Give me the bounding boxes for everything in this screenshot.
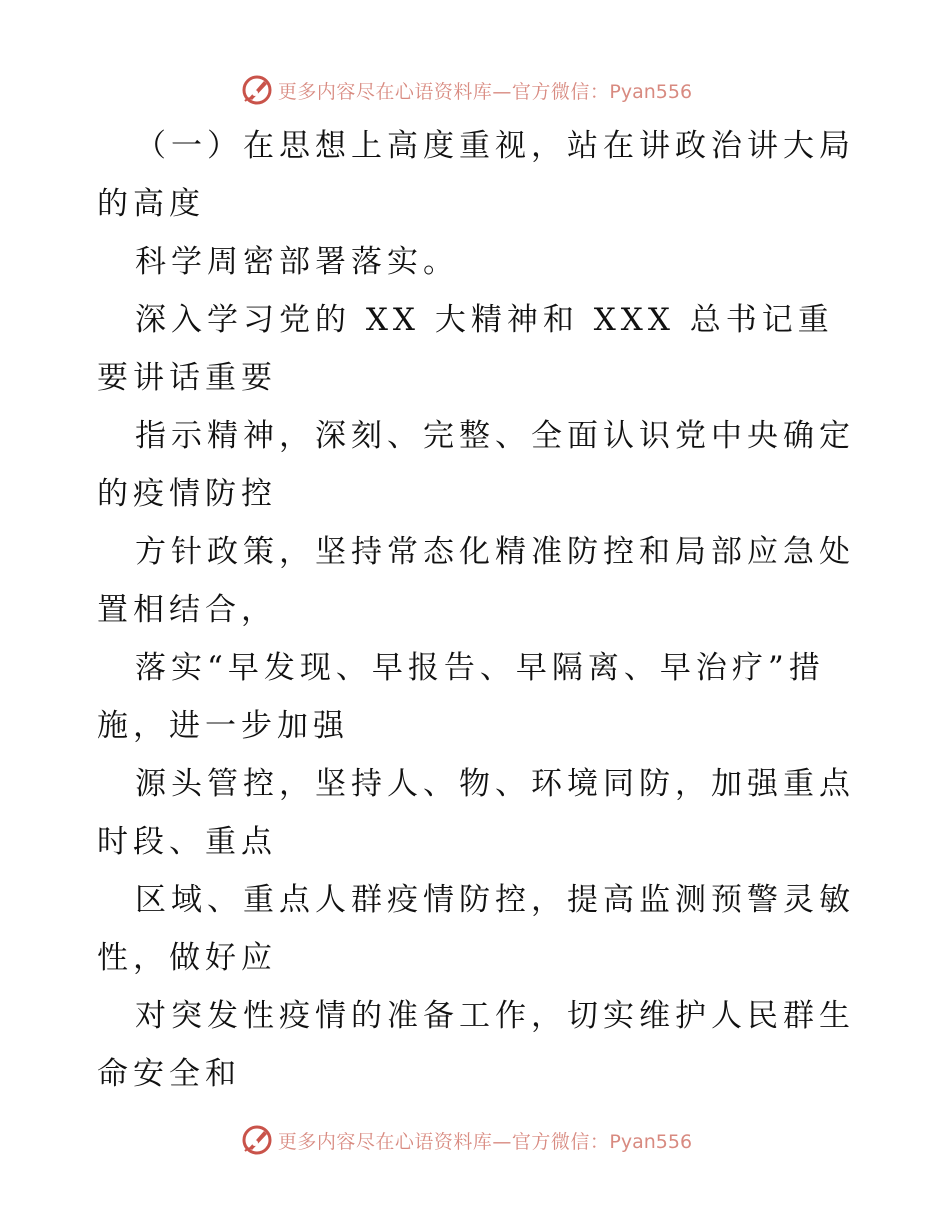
quill-seal-icon xyxy=(240,1123,274,1157)
watermark-wechat-id: Pyan556 xyxy=(609,1130,693,1153)
watermark-text xyxy=(278,1127,692,1154)
watermark-text xyxy=(278,77,692,104)
paragraph-9: 对突发性疫情的准备工作，切实维护人民群生命安全和 xyxy=(97,998,855,1092)
paragraph-8: 区域、重点人群疫情防控，提高监测预警灵敏性，做好应 xyxy=(97,882,855,976)
header-watermark xyxy=(0,70,950,110)
watermark-main-text: 更多内容尽在心语资料库—官方微信： xyxy=(277,1130,610,1153)
watermark-wechat-id: Pyan556 xyxy=(609,80,693,103)
paragraph-6: 落实“早发现、早报告、早隔离、早治疗”措施，进一步加强 xyxy=(97,650,825,744)
watermark-main-text: 更多内容尽在心语资料库—官方微信： xyxy=(277,80,610,103)
paragraph-5: 方针政策，坚持常态化精准防控和局部应急处置相结合， xyxy=(97,534,855,628)
quill-seal-icon xyxy=(240,73,274,107)
paragraph-4: 指示精神，深刻、完整、全面认识党中央确定的疫情防控 xyxy=(97,418,855,512)
paragraph-3: 深入学习党的 XX 大精神和 XXX 总书记重要讲话重要 xyxy=(97,302,834,396)
paragraph-7: 源头管控，坚持人、物、环境同防，加强重点时段、重点 xyxy=(97,766,855,860)
footer-watermark xyxy=(0,1120,950,1160)
paragraph-2: 科学周密部署落实。 xyxy=(135,244,459,280)
paragraph-1: （一）在思想上高度重视，站在讲政治讲大局的高度 xyxy=(97,128,855,222)
document-body xyxy=(97,117,857,1103)
